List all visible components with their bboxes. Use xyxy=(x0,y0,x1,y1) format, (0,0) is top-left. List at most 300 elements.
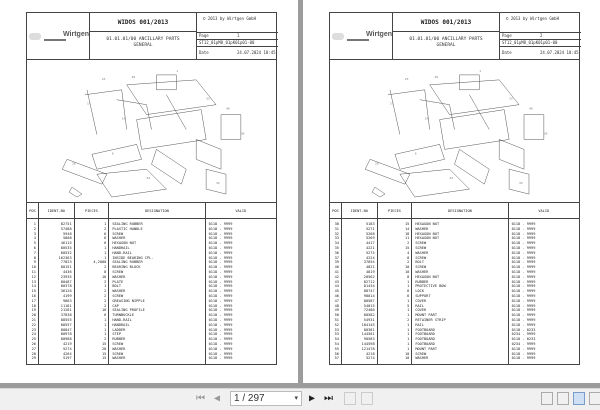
page-indicator: 1 / 297 xyxy=(234,393,265,404)
table-cell: 49 xyxy=(334,308,339,313)
logo-block xyxy=(330,13,393,59)
table-cell: SEALING RUBBER xyxy=(112,222,143,226)
table-cell: 82751 xyxy=(60,222,72,226)
table-cell: PLASTIC HANDLE xyxy=(112,226,143,231)
table-cell: 5808 xyxy=(62,236,72,241)
table-cell: PLATE xyxy=(112,279,124,284)
table-cell: 1 xyxy=(104,322,107,327)
sheet-header xyxy=(330,13,579,60)
table-cell: BEARING BLOCK xyxy=(112,265,141,270)
table-cell: 20562 xyxy=(363,274,375,279)
table-cell: 2 xyxy=(407,317,410,322)
table-cell: 144581 xyxy=(361,332,375,337)
table-cell: BOLT xyxy=(112,284,121,289)
table-cell: 1 xyxy=(104,222,107,226)
svg-text:1: 1 xyxy=(176,68,179,73)
badge-icon xyxy=(29,33,41,40)
table-cell: 0118 - 9999 xyxy=(511,356,536,361)
svg-text:40: 40 xyxy=(225,106,230,111)
two-page-view-button[interactable] xyxy=(573,392,585,405)
prev-page-button[interactable]: ◀ xyxy=(214,393,221,404)
table-cell: 1 xyxy=(33,222,36,226)
table-cell: 6 xyxy=(104,241,107,246)
exploded-view-drawing xyxy=(330,60,579,203)
col-designation xyxy=(412,219,508,365)
table-cell: 22 xyxy=(31,322,36,327)
page-number-input[interactable] xyxy=(230,391,302,406)
table-cell: 0118 - 9999 xyxy=(511,351,536,356)
table-cell: SCREW xyxy=(415,245,427,250)
table-cell: 51 xyxy=(334,317,339,322)
table-cell: 18 xyxy=(31,303,36,308)
table-cell: HANDRAIL xyxy=(112,322,130,327)
table-cell: 80151 xyxy=(60,265,72,270)
table-cell: 1 xyxy=(407,298,410,303)
table-cell: 14 xyxy=(31,284,36,289)
table-cell: HAND-RAIL xyxy=(112,250,132,255)
first-page-button[interactable]: ⏮ xyxy=(196,393,205,404)
table-cell: 36126 xyxy=(60,289,72,294)
table-cell: 8 xyxy=(407,274,410,279)
copyright: © 2013 by Wirtgen GmbH xyxy=(506,16,559,21)
table-cell: 0118 - 9999 xyxy=(511,241,536,246)
brand-logo: Wirtgen xyxy=(366,31,392,38)
table-cell: 2 xyxy=(104,303,107,308)
svg-text:26: 26 xyxy=(375,161,379,166)
date-row xyxy=(197,46,278,59)
table-cell: 80532 xyxy=(60,250,72,255)
table-cell: 54 xyxy=(334,337,339,342)
table-cell: 15 xyxy=(405,222,410,226)
page-label: Page xyxy=(199,33,209,38)
col-pieces xyxy=(378,219,413,365)
table-cell: 2 xyxy=(104,293,107,298)
table-cell: 1 xyxy=(407,332,410,337)
col-pos xyxy=(27,219,39,365)
table-cell: 80587 xyxy=(363,298,375,303)
table-cell: 6 xyxy=(104,231,107,236)
table-cell: SEALING RUBBER xyxy=(112,260,143,265)
table-cell: CAP xyxy=(112,303,119,308)
table-cell: 5274 xyxy=(62,346,72,351)
logo-bar xyxy=(347,39,369,41)
table-cell: 81434 xyxy=(363,284,375,289)
subtitle-line-1: 01.01.01/00 ANCILLARY PARTS xyxy=(106,37,180,42)
table-cell: HEXAGON NUT xyxy=(415,222,440,226)
table-cell: WASHER xyxy=(112,236,126,241)
table-cell: HAND-RAIL xyxy=(112,317,132,322)
table-cell: 0118 - 9999 xyxy=(208,289,233,294)
table-cell: 144598 xyxy=(361,341,375,346)
table-cell: 40 xyxy=(334,265,339,270)
table-cell: 2 xyxy=(104,289,107,294)
two-page-continuous-view-button[interactable] xyxy=(589,392,600,405)
page-2 xyxy=(303,0,600,383)
table-cell: 15 xyxy=(102,351,107,356)
table-cell: 0118 - 9999 xyxy=(208,241,233,246)
table-cell: 2 xyxy=(104,226,107,231)
table-cell: 6 xyxy=(407,293,410,298)
table-cell: 57488 xyxy=(60,226,72,231)
header-valid: VALID xyxy=(235,209,247,213)
table-cell: 4221 xyxy=(365,245,375,250)
table-cell: 80535 xyxy=(60,245,72,250)
table-cell: 8 xyxy=(33,255,36,260)
table-cell: 23935 xyxy=(60,274,72,279)
table-cell: 80847 xyxy=(60,327,72,332)
table-cell: 5 xyxy=(407,303,410,308)
table-cell: 0118 - 9999 xyxy=(208,255,233,260)
col-valid xyxy=(206,219,276,365)
table-cell: 0118 - 9999 xyxy=(511,298,536,303)
svg-text:40: 40 xyxy=(528,106,533,111)
date-label: Date xyxy=(199,50,209,55)
table-cell: 1 xyxy=(104,332,107,337)
table-cell: 37838 xyxy=(60,313,72,318)
svg-text:6: 6 xyxy=(414,151,417,156)
table-cell: 54931 xyxy=(363,317,375,322)
page-row xyxy=(197,32,278,39)
table-cell: 10 xyxy=(31,265,36,270)
svg-text:33: 33 xyxy=(509,96,513,101)
table-cell: 17 xyxy=(31,298,36,303)
table-cell: 37654 xyxy=(363,260,375,265)
meta-block xyxy=(500,32,581,59)
table-cell: 0118 - 9999 xyxy=(208,351,233,356)
svg-text:20: 20 xyxy=(240,131,245,136)
table-cell: SCREW xyxy=(415,241,427,246)
table-cell: WASHER xyxy=(112,289,126,294)
table-cell: WASHER xyxy=(112,274,126,279)
table-cell: 0118 - 9999 xyxy=(511,284,536,289)
table-cell: 19 xyxy=(31,308,36,313)
table-cell: 4199 xyxy=(62,293,72,298)
svg-text:17: 17 xyxy=(86,101,91,106)
table-cell: 44 xyxy=(334,284,339,289)
table-cell: 8 xyxy=(407,255,410,260)
table-cell: 3 xyxy=(33,231,36,236)
table-cell: 0118 - 9999 xyxy=(208,274,233,279)
table-cell: 0118 - 9999 xyxy=(208,337,233,342)
table-cell: FOOTBOARD xyxy=(415,337,435,342)
table-cell: WASHER xyxy=(112,356,126,361)
table-cell: 27 xyxy=(31,346,36,351)
chevron-down-icon[interactable]: ▾ xyxy=(294,395,298,402)
col-ident-no xyxy=(39,219,75,365)
page-value: 1 xyxy=(237,33,240,38)
table-cell: SCREW xyxy=(415,255,427,260)
table-cell: 88555 xyxy=(60,317,72,322)
table-cell: 1 xyxy=(407,346,410,351)
table-cell: 2 xyxy=(104,337,107,342)
table-cell: 0118 - 9999 xyxy=(208,284,233,289)
header-valid: VALID xyxy=(538,209,550,213)
table-cell: HANDRAIL xyxy=(112,245,130,250)
page-row xyxy=(500,32,581,39)
logo-bar xyxy=(44,39,66,41)
table-cell: STEP xyxy=(112,332,121,337)
table-cell: GREASING NIPPLE xyxy=(112,298,145,303)
table-cell: 0118 - 9999 xyxy=(511,317,536,322)
table-cell: 0118 - 9999 xyxy=(208,298,233,303)
header-pos: POS xyxy=(330,203,342,218)
table-cell: 8 xyxy=(104,269,107,274)
table-cell: WASHER xyxy=(415,269,429,274)
single-page-view-button[interactable] xyxy=(541,392,553,405)
page-label: Page xyxy=(502,33,512,38)
table-cell: 4417 xyxy=(365,241,375,246)
table-cell: 121478 xyxy=(361,346,375,351)
page-value: 2 xyxy=(540,33,543,38)
continuous-view-button[interactable] xyxy=(557,392,569,405)
table-header xyxy=(27,203,276,219)
table-cell: 0118 - 9999 xyxy=(511,269,536,274)
table-cell: 41 xyxy=(334,269,339,274)
table-cell: 35 xyxy=(334,245,339,250)
table-cell: 80978 xyxy=(60,332,72,337)
header-designation: DESIGNATION xyxy=(109,203,205,218)
table-cell: 2 xyxy=(407,260,410,265)
table-cell: 80988 xyxy=(60,337,72,342)
table-cell: 0118 - 0233 xyxy=(511,327,536,332)
date-label: Date xyxy=(502,50,512,55)
table-cell: HEXAGON NUT xyxy=(112,241,137,246)
svg-text:17: 17 xyxy=(389,101,394,106)
table-cell: 14 xyxy=(405,226,410,231)
table-cell: 2 xyxy=(104,298,107,303)
badge-icon xyxy=(332,33,344,40)
table-cell: FOOTBOARD xyxy=(415,341,435,346)
table-cell: SCREW xyxy=(415,351,427,356)
table-cell: 0118 - 9999 xyxy=(208,346,233,351)
subtitle-line-2: GENERAL xyxy=(133,43,153,48)
table-cell: 1 xyxy=(407,322,410,327)
table-cell: 0118 - 9999 xyxy=(511,255,536,260)
table-cell: 11181 xyxy=(60,303,72,308)
table-cell: 88557 xyxy=(60,322,72,327)
table-cell: 4219 xyxy=(62,341,72,346)
header-pos: POS xyxy=(27,203,39,218)
col-pieces xyxy=(75,219,110,365)
table-cell: 42 xyxy=(334,274,339,279)
table-cell: 4,2000 xyxy=(93,260,107,265)
table-cell: HEXAGON NUT xyxy=(415,274,440,279)
svg-text:14: 14 xyxy=(424,116,429,121)
doc-id: ST12_01pM8_01pK01p01-00 xyxy=(500,39,581,46)
table-cell: 4 xyxy=(33,236,36,241)
doc-subtitle xyxy=(393,32,500,59)
table-cell: 1 xyxy=(407,341,410,346)
table-cell: 36 xyxy=(334,250,339,255)
table-cell: 6 xyxy=(407,289,410,294)
sheet-header xyxy=(27,13,276,60)
table-cell: 54015 xyxy=(363,303,375,308)
col-valid xyxy=(509,219,579,365)
svg-text:23: 23 xyxy=(404,76,409,81)
table-cell: 0118 - 9999 xyxy=(208,279,233,284)
table-cell: 6 xyxy=(104,236,107,241)
table-cell: 0118 - 9999 xyxy=(208,341,233,346)
subtitle-line-2: GENERAL xyxy=(436,43,456,48)
table-cell: 55 xyxy=(334,346,339,351)
paste-page-icon[interactable] xyxy=(361,392,373,405)
table-cell: 33 xyxy=(334,236,339,241)
table-cell: 1 xyxy=(104,284,107,289)
table-cell: WASHER xyxy=(415,356,429,361)
table-cell: 0118 - 9999 xyxy=(208,303,233,308)
table-cell: 0118 - 0233 xyxy=(511,337,536,342)
table-cell: 54 xyxy=(334,341,339,346)
parts-table xyxy=(330,203,579,365)
table-cell: 18 xyxy=(405,231,410,236)
table-cell: 0118 - 9999 xyxy=(511,322,536,327)
table-cell: 52 xyxy=(334,322,339,327)
svg-text:14: 14 xyxy=(121,116,126,121)
table-cell: 0118 - 9999 xyxy=(208,327,233,332)
table-cell: TURNBUCKLE xyxy=(112,313,134,318)
table-cell: 0118 - 9999 xyxy=(511,265,536,270)
table-cell: SCREW xyxy=(112,269,124,274)
table-cell: 0118 - 9999 xyxy=(208,356,233,361)
table-cell: 88747 xyxy=(363,289,375,294)
table-cell: 23 xyxy=(31,327,36,332)
table-cell: INSIDE BEARING CPL. xyxy=(112,255,154,260)
last-page-button[interactable]: ⏭ xyxy=(324,393,333,404)
table-cell: 39 xyxy=(334,260,339,265)
table-cell: 29 xyxy=(31,356,36,361)
doc-title: WIDOS 001/2013 xyxy=(393,13,500,32)
header-ident-no: IDENT-NO xyxy=(39,203,75,218)
header-designation: DESIGNATION xyxy=(412,203,508,218)
table-cell: 21281 xyxy=(60,308,72,313)
table-cell: 21 xyxy=(31,317,36,322)
table-cell: BOLT xyxy=(415,260,424,265)
table-cell: 0118 - 9999 xyxy=(208,231,233,236)
table-cell: 1 xyxy=(407,327,410,332)
table-cell: 72486 xyxy=(363,308,375,313)
header-pieces: PIECES xyxy=(75,203,110,218)
table-cell: 24 xyxy=(31,332,36,337)
table-cell: 16 xyxy=(102,274,107,279)
table-cell: 5 xyxy=(33,241,36,246)
table-cell: 4264 xyxy=(62,351,72,356)
table-cell: HEXAGON NUT xyxy=(415,236,440,241)
table-cell: 10 xyxy=(405,269,410,274)
svg-text:42: 42 xyxy=(146,176,151,181)
table-cell: 34 xyxy=(334,241,339,246)
table-cell: RUBBER xyxy=(415,279,429,284)
table-cell: WASHER xyxy=(415,250,429,255)
table-cell: LOCK xyxy=(415,289,424,294)
table-cell: COVER xyxy=(415,308,427,313)
table-cell: 1 xyxy=(407,284,410,289)
table-cell: SCREW xyxy=(415,265,427,270)
doc-title: WIDOS 001/2013 xyxy=(90,13,197,32)
table-cell: 0118 - 9999 xyxy=(511,231,536,236)
table-cell: 0118 - 9999 xyxy=(511,346,536,351)
table-cell: 10 xyxy=(405,265,410,270)
table-cell: 80487 xyxy=(60,279,72,284)
table-cell: 80582 xyxy=(363,313,375,318)
header-pieces: PIECES xyxy=(378,203,413,218)
table-cell: 0118 - 9999 xyxy=(208,332,233,337)
table-cell: 37 xyxy=(334,255,339,260)
exploded-diagram-icon xyxy=(27,60,276,202)
table-cell: 0118 - 9999 xyxy=(208,269,233,274)
table-body xyxy=(330,219,579,365)
table-cell: 1 xyxy=(104,327,107,332)
table-cell: HEXAGON NUT xyxy=(415,231,440,236)
table-cell: 48 xyxy=(334,303,339,308)
table-cell: 0118 - 9999 xyxy=(511,260,536,265)
table-cell: 5274 xyxy=(365,356,375,361)
exploded-diagram-icon xyxy=(330,60,579,202)
table-cell: WASHER xyxy=(415,226,429,231)
table-cell: 0118 - 9999 xyxy=(208,322,233,327)
table-cell: 46 xyxy=(334,293,339,298)
svg-text:26: 26 xyxy=(72,161,76,166)
table-cell: 12 xyxy=(31,274,36,279)
subtitle-line-1: 01.01.01/00 ANCILLARY PARTS xyxy=(409,37,483,42)
next-page-button[interactable]: ▶ xyxy=(309,393,316,404)
table-cell: 28 xyxy=(102,346,107,351)
table-cell: 20 xyxy=(31,313,36,318)
table-cell: 0118 - 9999 xyxy=(511,274,536,279)
table-header xyxy=(330,203,579,219)
table-cell: 7 xyxy=(33,250,36,255)
table-cell: 1 xyxy=(407,313,410,318)
svg-text:32: 32 xyxy=(216,181,220,186)
navigation-toolbar xyxy=(0,388,600,410)
table-cell: 0118 - 9999 xyxy=(511,293,536,298)
svg-text:20: 20 xyxy=(543,131,548,136)
col-ident-no xyxy=(342,219,378,365)
table-cell: 43 xyxy=(334,279,339,284)
table-cell: 0118 - 9999 xyxy=(511,226,536,231)
table-cell: 0118 - 9999 xyxy=(208,260,233,265)
table-cell: 11 xyxy=(31,269,36,274)
table-cell: WASHER xyxy=(112,346,126,351)
table-cell: 10 xyxy=(405,351,410,356)
copy-page-icon[interactable] xyxy=(344,392,356,405)
meta-block xyxy=(197,32,278,59)
table-cell: 0118 - 9999 xyxy=(511,303,536,308)
table-cell: 162363 xyxy=(58,255,72,260)
table-cell: 5271 xyxy=(365,226,375,231)
table-cell: FOOTBOARD xyxy=(415,332,435,337)
table-cell: 77823 xyxy=(60,260,72,265)
date-value: 24.07.2024 18:45 xyxy=(540,50,579,55)
table-cell: 0118 - 9999 xyxy=(511,222,536,226)
table-cell: 11 xyxy=(405,236,410,241)
table-cell: 5948 xyxy=(62,231,72,236)
table-cell: 6 xyxy=(104,313,107,318)
table-cell: 1 xyxy=(407,337,410,342)
table-cell: 82712 xyxy=(363,279,375,284)
copyright: © 2013 by Wirtgen GmbH xyxy=(203,16,256,21)
table-cell: MOUNT PART xyxy=(415,346,437,351)
svg-text:6: 6 xyxy=(111,151,114,156)
table-cell: 1 xyxy=(104,245,107,250)
table-cell: 5275 xyxy=(365,250,375,255)
table-cell: 0234 - 9999 xyxy=(511,332,536,337)
svg-text:42: 42 xyxy=(449,176,454,181)
table-cell: 184145 xyxy=(361,322,375,327)
table-cell: 0118 - 9999 xyxy=(208,250,233,255)
table-cell: 1 xyxy=(104,255,107,260)
table-cell: SEALING PROFILE xyxy=(112,308,145,313)
table-cell: LADDER xyxy=(112,327,126,332)
